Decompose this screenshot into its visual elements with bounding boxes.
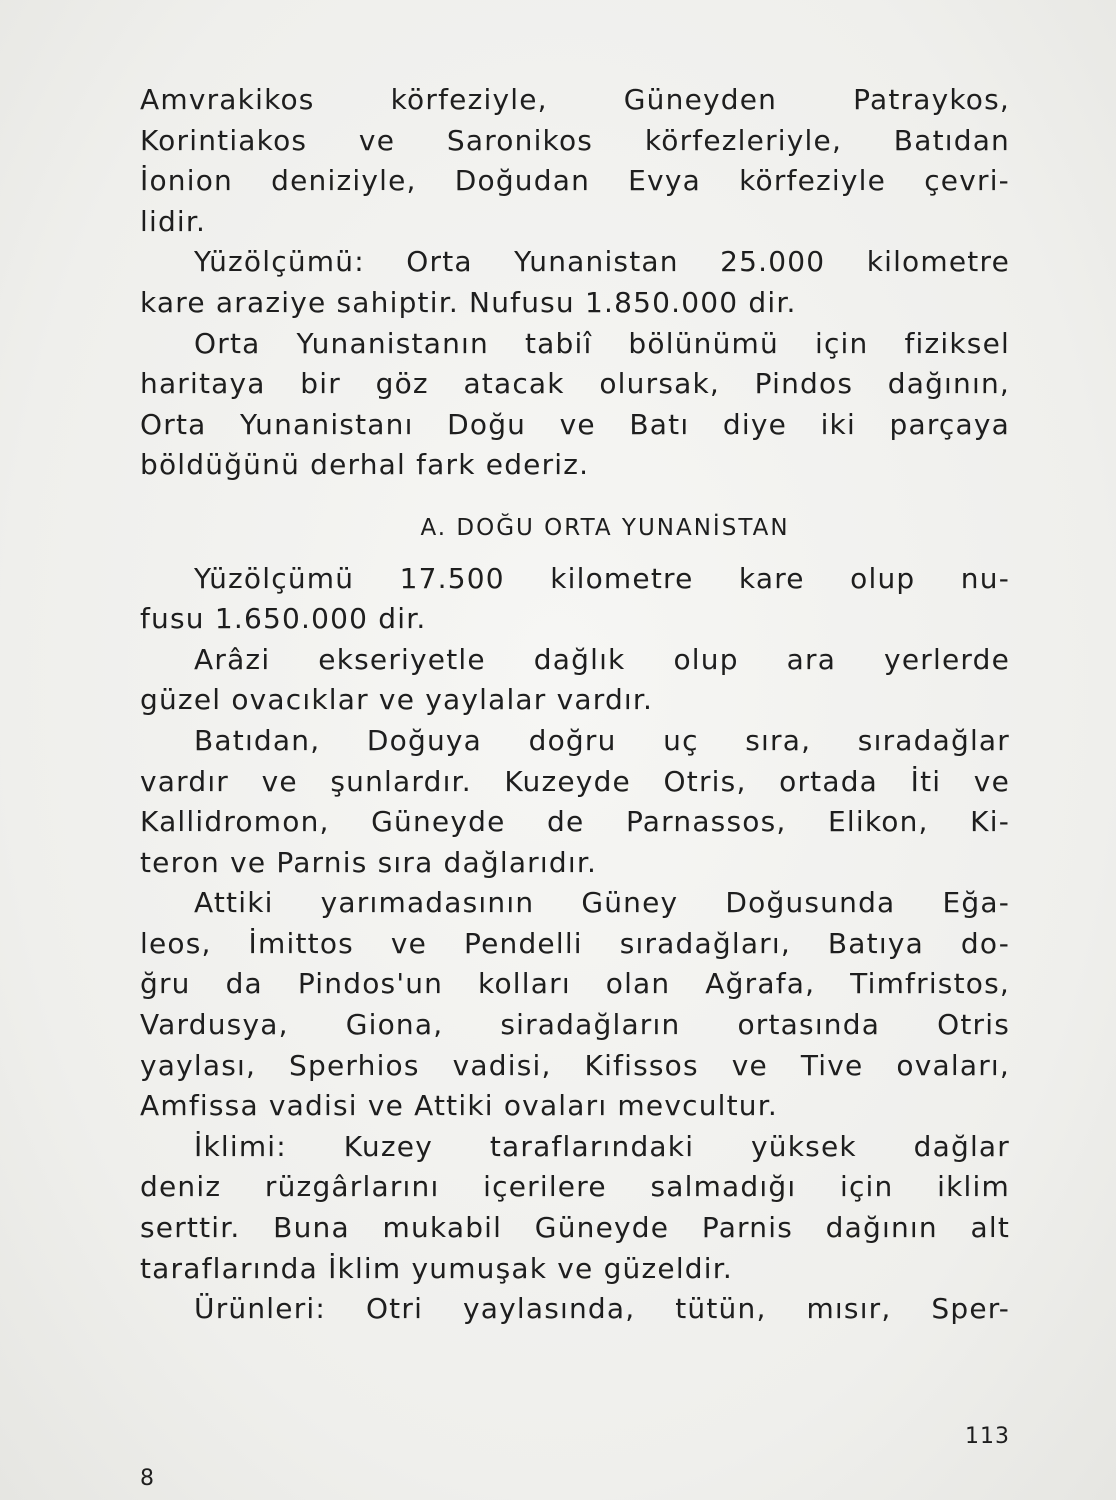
body-text <box>140 80 1010 1330</box>
text-line: Orta Yunanistanı Doğu ve Batı diye iki parçaya <box>140 407 1010 441</box>
paragraph-9 <box>140 1289 1010 1330</box>
paragraph-3 <box>140 324 1010 486</box>
text-line: Orta Yunanistanın tabiî bölünümü için fiziksel <box>194 326 1010 360</box>
paragraph-2 <box>140 242 1010 323</box>
text-line: Ürünleri: Otri yaylasında, tütün, mısır, Sper- <box>194 1292 1010 1326</box>
text-line: Arâzi ekseriyetle dağlık olup ara yerlerde <box>194 642 1010 676</box>
text-line: İonion deniziyle, Doğudan Evya körfeziyle çevri- <box>140 164 1010 198</box>
text-line: fusu 1.650.000 dir. <box>140 602 427 636</box>
page-number: 113 <box>965 1424 1010 1449</box>
text-line: Attiki yarımadasının Güney Doğusunda Eğa- <box>194 886 1010 920</box>
text-line: Korintiakos ve Saronikos körfezleriyle, Batıdan <box>140 123 1010 157</box>
text-line: ğru da Pindos'un kolları olan Ağrafa, Timfristos, <box>140 967 1010 1001</box>
text-line: serttir. Buna mukabil Güneyde Parnis dağının alt <box>140 1211 1010 1245</box>
text-line: lidir. <box>140 204 207 238</box>
text-line: yaylası, Sperhios vadisi, Kifissos ve Tive ovaları, <box>140 1048 1010 1082</box>
text-line: güzel ovacıklar ve yaylalar vardır. <box>140 683 654 717</box>
paragraph-7 <box>140 883 1010 1127</box>
signature-mark: 8 <box>140 1466 154 1491</box>
text-line: leos, İmittos ve Pendelli sıradağları, Batıya do- <box>140 926 1010 960</box>
paragraph-1 <box>140 80 1010 242</box>
text-line: vardır ve şunlardır. Kuzeyde Otris, ortada İti ve <box>140 764 1010 798</box>
text-line: Amfissa vadisi ve Attiki ovaları mevcultur. <box>140 1089 778 1123</box>
text-line: Vardusya, Giona, siradağların ortasında Otris <box>140 1008 1010 1042</box>
text-line: taraflarında İklim yumuşak ve güzeldir. <box>140 1251 733 1285</box>
paragraph-6 <box>140 721 1010 883</box>
text-line: teron ve Parnis sıra dağlarıdır. <box>140 845 598 879</box>
text-line: Yüzölçümü: Orta Yunanistan 25.000 kilometre <box>194 245 1010 279</box>
text-line: deniz rüzgârlarını içerilere salmadığı için iklim <box>140 1170 1010 1204</box>
text-line: kare araziye sahiptir. Nufusu 1.850.000 dir. <box>140 285 797 319</box>
text-line: böldüğünü derhal fark ederiz. <box>140 448 590 482</box>
paragraph-8 <box>140 1127 1010 1289</box>
text-line: Kallidromon, Güneyde de Parnassos, Elikon, Ki- <box>140 805 1010 839</box>
text-line: haritaya bir göz atacak olursak, Pindos dağının, <box>140 367 1010 401</box>
paragraph-4 <box>140 559 1010 640</box>
section-heading: A. DOĞU ORTA YUNANİSTAN <box>420 514 790 541</box>
text-line: Yüzölçümü 17.500 kilometre kare olup nu- <box>194 561 1010 595</box>
paragraph-5 <box>140 640 1010 721</box>
text-line: Amvrakikos körfeziyle, Güneyden Patraykos, <box>140 83 1010 116</box>
text-line: İklimi: Kuzey taraflarındaki yüksek dağlar <box>194 1129 1010 1163</box>
text-line: Batıdan, Doğuya doğru uç sıra, sıradağlar <box>194 723 1010 757</box>
